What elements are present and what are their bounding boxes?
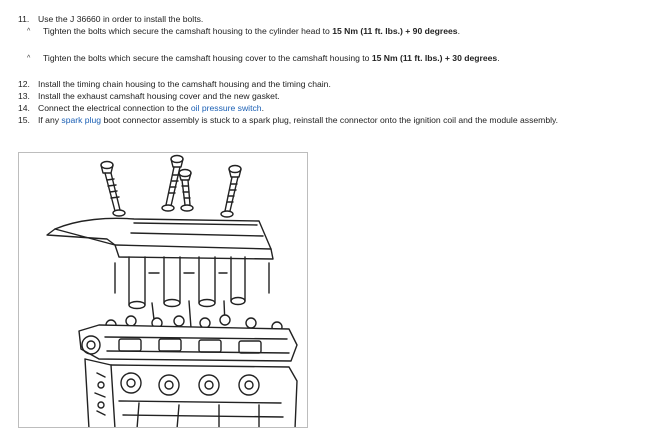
- bolt-left: [101, 162, 125, 217]
- step-text-end: .: [261, 103, 264, 113]
- bolt-right: [221, 166, 241, 218]
- step-text: Install the timing chain housing to the camshaft housing and the timing chain.: [38, 79, 331, 89]
- caret-icon: ^: [27, 28, 31, 35]
- step-15: [18, 115, 558, 126]
- step-text-end: boot connector assembly is stuck to a spark plug, reinstall the connector onto the ignition coil and the module assembly.: [101, 115, 559, 125]
- oil-pressure-switch-link[interactable]: oil pressure switch: [190, 103, 262, 113]
- step-number: 13.: [18, 91, 30, 101]
- step-text: Use the J 36660 in order to install the bolts.: [38, 14, 204, 24]
- substep-text: Tighten the bolts which secure the camshaft housing to the cylinder head to: [43, 26, 333, 36]
- step-number: 15.: [18, 115, 30, 125]
- spark-plug-link[interactable]: spark plug: [61, 115, 102, 125]
- torque-spec: 15 Nm (11 ft. lbs.) + 30 degrees: [371, 53, 498, 63]
- step-12: [18, 79, 331, 90]
- cylinder-head: [85, 359, 297, 428]
- torque-spec: 15 Nm (11 ft. lbs.) + 90 degrees: [332, 26, 458, 36]
- housing-cover: [47, 218, 273, 259]
- substep-11a: [27, 26, 460, 37]
- step-number: 12.: [18, 79, 30, 89]
- camshaft-housing-diagram: [19, 153, 308, 428]
- caret-icon: ^: [27, 55, 31, 62]
- substep-11b: [27, 53, 500, 64]
- substep-text-end: .: [497, 53, 500, 63]
- substep-text-end: .: [457, 26, 460, 36]
- step-text: If any: [38, 115, 62, 125]
- step-13: [18, 91, 280, 102]
- step-14: [18, 103, 264, 114]
- engine-illustration: [18, 152, 308, 428]
- substep-text: Tighten the bolts which secure the camshaft housing cover to the camshaft housing to: [43, 53, 372, 63]
- coil-tubes: [115, 257, 269, 328]
- bolt-center-left: [162, 156, 183, 212]
- bolt-center-right: [179, 170, 193, 212]
- step-11: [18, 14, 203, 25]
- camshaft-housing: [79, 325, 297, 361]
- step-text: Install the exhaust camshaft housing cover and the new gasket.: [38, 91, 280, 101]
- step-text: Connect the electrical connection to the: [38, 103, 191, 113]
- step-number: 11.: [18, 14, 30, 24]
- step-number: 14.: [18, 103, 30, 113]
